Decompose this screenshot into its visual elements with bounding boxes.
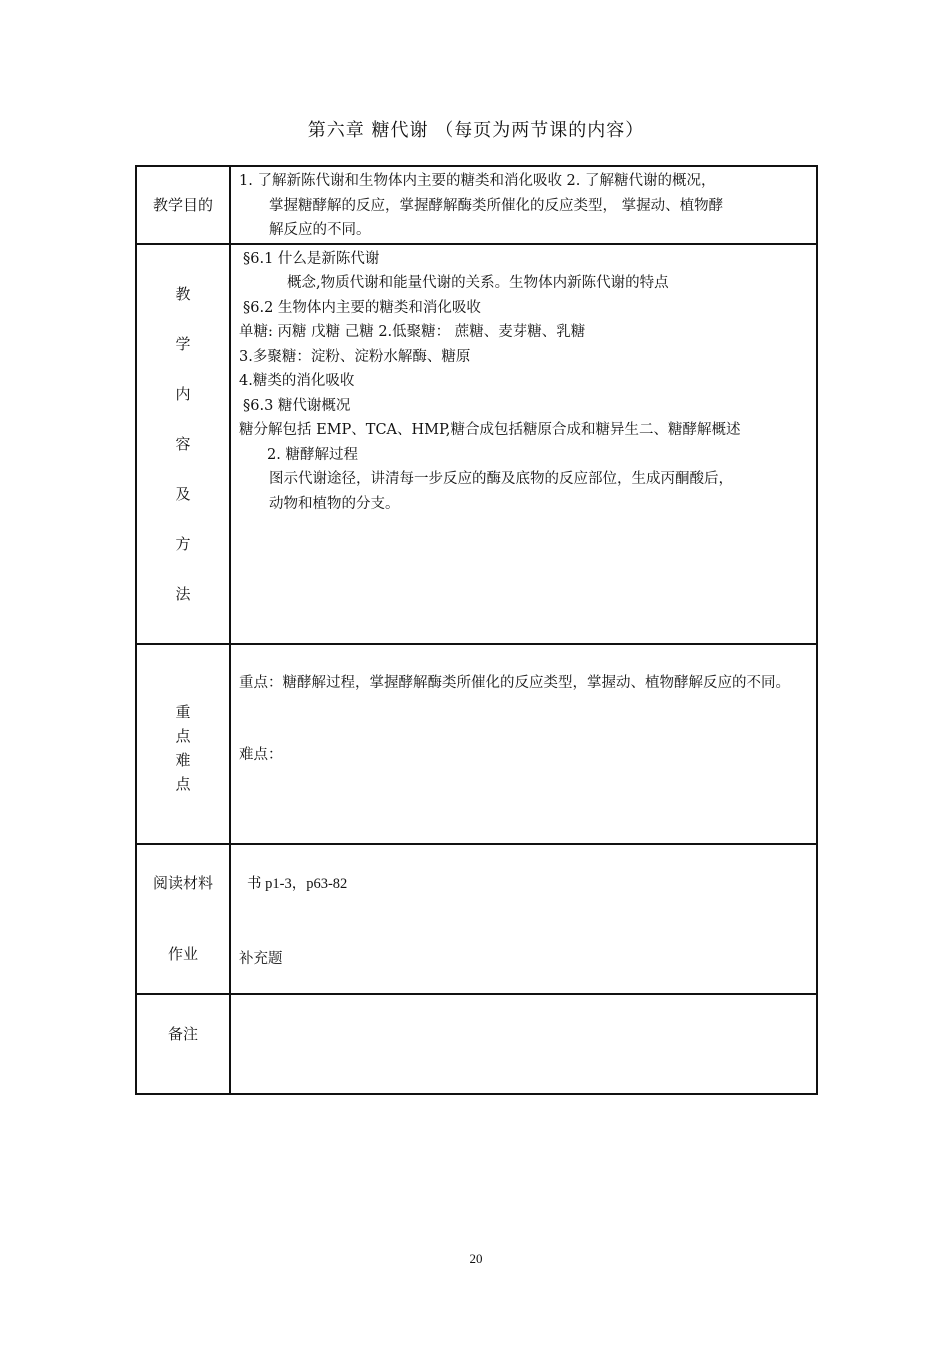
reading-label: 阅读材料 — [152, 873, 213, 892]
content-label-char: 学 — [175, 334, 191, 353]
objective-content — [230, 166, 817, 244]
notes-label: 备注 — [136, 994, 230, 1094]
objective-line: 掌握糖酵解的反应，掌握酵解酶类所催化的反应类型， 掌握动、植物酵 — [269, 197, 724, 214]
reading-value: 书 p1-3，p63-82 — [247, 875, 348, 892]
content-line: 动物和植物的分支。 — [269, 495, 400, 512]
objective-line: 解反应的不同。 — [269, 222, 371, 238]
notes-value — [230, 994, 817, 1094]
homework-label: 作业 — [167, 944, 198, 963]
objective-label: 教学目的 — [136, 166, 230, 244]
content-label-char: 容 — [175, 434, 191, 453]
keypoints-body — [230, 644, 817, 844]
content-line: 3.多聚糖：淀粉、淀粉水解酶、糖原 — [239, 348, 471, 365]
objective-line: 1. 了解新陈代谢和生物体内主要的糖类和消化吸收 2. 了解糖代谢的概况， — [239, 173, 716, 189]
difficulty-text: 难点： — [239, 747, 283, 763]
content-line: 2. 糖酵解过程 — [267, 446, 358, 463]
content-line: 4.糖类的消化吸收 — [239, 373, 355, 389]
content-label-char: 及 — [175, 484, 191, 503]
keypoints-label — [136, 644, 230, 844]
content-body — [230, 244, 817, 644]
keypoints-label-char: 点 — [175, 726, 191, 745]
keypoints-label-char: 点 — [175, 774, 191, 793]
content-label-char: 方 — [175, 534, 191, 553]
content-label-char: 法 — [175, 584, 191, 603]
content-label-char: 教 — [175, 284, 191, 303]
homework-value: 补充题 — [239, 951, 283, 967]
keypoints-label-char: 难 — [175, 750, 191, 769]
page-number: 20 — [469, 1251, 483, 1266]
notes-row — [136, 994, 817, 1094]
objective-row — [136, 166, 817, 244]
reading-row — [136, 844, 817, 994]
content-line: 图示代谢途径，讲清每一步反应的酶及底物的反应部位，生成丙酮酸后， — [269, 471, 733, 487]
content-label-char: 内 — [175, 384, 191, 403]
section-heading: §6.2 生物体内主要的糖类和消化吸收 — [243, 299, 481, 316]
section-heading: §6.1 什么是新陈代谢 — [243, 250, 380, 267]
content-row — [136, 244, 817, 644]
keypoints-label-char: 重 — [175, 702, 191, 721]
content-label — [136, 244, 230, 644]
lesson-plan-table — [135, 165, 818, 1095]
content-line: 概念,物质代谢和能量代谢的关系。生物体内新陈代谢的特点 — [287, 275, 669, 291]
reading-body — [230, 844, 817, 994]
reading-labels — [136, 844, 230, 994]
keypoints-row — [136, 644, 817, 844]
section-heading: §6.3 糖代谢概况 — [243, 397, 351, 414]
content-line: 单糖: 丙糖 戊糖 己糖 2.低聚糖： 蔗糖、麦芽糖、乳糖 — [239, 324, 586, 340]
page-title: 第六章 糖代谢 （每页为两节课的内容） — [307, 120, 645, 141]
key-point-text: 重点：糖酵解过程，掌握酵解酶类所催化的反应类型，掌握动、植物酵解反应的不同。 — [239, 674, 790, 691]
content-line: 糖分解包括 EMP、TCA、HMP,糖合成包括糖原合成和糖异生二、糖酵解概述 — [239, 422, 741, 438]
